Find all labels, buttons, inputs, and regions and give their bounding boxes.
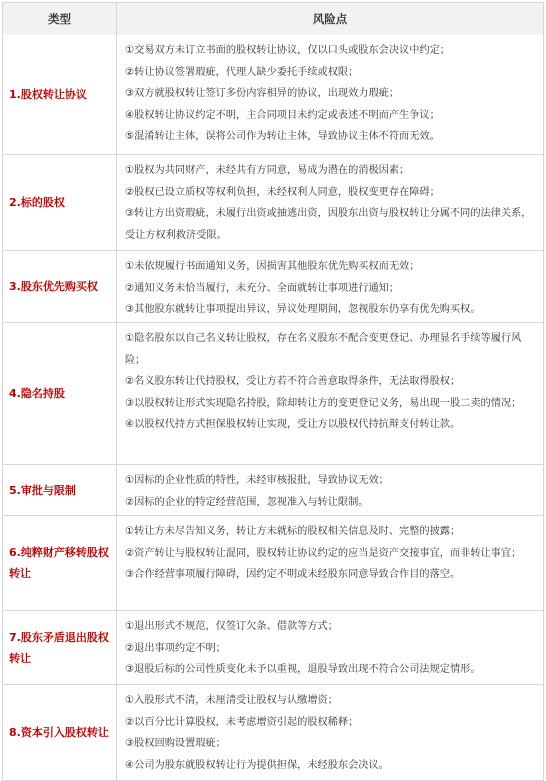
row-risk-cell	[117, 516, 543, 610]
row-risk-cell	[117, 323, 543, 464]
table-row	[3, 515, 543, 610]
risk-item: ③股权回购设置瑕疵；	[125, 738, 226, 749]
risk-item: ①转让方未尽告知义务，转让方未就标的股权相关信息及时、完整的披露；	[125, 526, 461, 537]
row-type-label: 3.股东优先购买权	[9, 280, 98, 293]
risk-item: ②以百分比计算股权，未考虑增资引起的股权稀释；	[125, 716, 359, 728]
risk-item: ③以股权转让形式实现隐名持股，除却转让方的变更登记义务，易出现一股二卖的情况；	[125, 397, 522, 409]
row-risk-cell	[117, 155, 543, 250]
row-risk-cell	[117, 35, 543, 154]
row-type-label: 1.股权转让协议	[9, 88, 87, 101]
row-type-cell	[3, 251, 117, 322]
row-type-cell	[3, 155, 117, 250]
risk-item: ①因标的企业性质的特性，未经审核报批，导致协议无效；	[125, 475, 389, 486]
row-type-label: 5.审批与限制	[9, 483, 76, 497]
risk-item: ②因标的企业的特定经营范围，忽视准入与转让限制。	[125, 496, 369, 508]
header-type: 类型	[3, 3, 117, 35]
row-risk-cell	[117, 251, 543, 322]
row-type-cell	[3, 35, 117, 154]
risk-item: ①未依规履行书面通知义务，因损害其他股东优先购买权而无效；	[125, 261, 420, 272]
risk-item: ③转让方出资瑕疵，未履行出资或抽逃出资，因股东出资与股权转让分属不同的法律关系，受让方权利救济受限。	[125, 208, 532, 241]
row-type-cell	[3, 465, 117, 515]
risk-item: ②转让协议签署瑕疵，代理人缺少委托手续或权限；	[125, 66, 359, 78]
row-type-label: 6.纯粹财产移转股权转让	[9, 546, 109, 580]
table-row	[3, 464, 543, 515]
row-type-label: 8.资本引入股权转让	[9, 726, 109, 739]
risk-item: ①退出形式不规范，仅签订欠条、借款等方式；	[125, 621, 338, 632]
row-risk-cell	[117, 685, 543, 780]
risk-item: ④以股权代持方式担保股权转让实现，受让方以股权代持抗辩支付转让款。	[125, 419, 461, 430]
risk-item: ②名义股东转让代持股权，受让方若不符合善意取得条件，无法取得股权；	[125, 376, 461, 387]
risk-item: ④公司为股东就股权转让行为提供担保，未经股东会决议。	[125, 759, 389, 771]
row-type-cell	[3, 685, 117, 780]
row-type-cell	[3, 323, 117, 464]
risk-item: ⑤混淆转让主体，误将公司作为转让主体，导致协议主体不符而无效。	[125, 131, 440, 142]
risk-item: ③其他股东就转让事项提出异议，异议处理期间，忽视股东仍享有优先购买权。	[125, 304, 481, 315]
risk-item: ②通知义务未恰当履行，未充分、全面就转让事项进行通知；	[125, 282, 400, 294]
row-type-cell	[3, 516, 117, 610]
risk-item: ①股权为共同财产，未经共有方同意，易成为潜在的消极因素；	[125, 165, 410, 176]
risk-item: ②退出事项约定不明；	[125, 642, 226, 654]
table-row	[3, 322, 543, 464]
risk-item: ④股权转让协议约定不明，主合同项目未约定或表述不明而产生争议；	[125, 109, 440, 121]
row-risk-cell	[117, 611, 543, 684]
risk-item: ②资产转让与股权转让混同，股权转让协议约定的应当是资产交接事宜，而非转让事宜；	[125, 547, 522, 559]
table-row	[3, 684, 543, 780]
table-header	[3, 3, 543, 35]
row-type-label: 7.股东矛盾退出股权转让	[9, 630, 109, 665]
risk-item: ①入股形式不清，未厘清受让股权与认缴增资；	[125, 695, 338, 706]
risk-item: ③退股后标的公司性质变化未予以重视，退股导致出现不符合公司法规定情形。	[125, 664, 481, 675]
table-row	[3, 250, 543, 322]
row-risk-cell	[117, 465, 543, 515]
risk-item: ③双方就股权转让签订多份内容相异的协议，出现效力瑕疵；	[125, 88, 400, 99]
table-row	[3, 35, 543, 154]
table-row	[3, 610, 543, 684]
risk-table	[2, 2, 544, 781]
risk-item: ③合作经营事项履行障碍，因约定不明或未经股东同意导致合作目的落空。	[125, 569, 461, 580]
risk-item: ①交易双方未订立书面的股权转让协议，仅以口头或股东会决议中约定；	[125, 45, 450, 56]
row-type-label: 2.标的股权	[9, 196, 65, 209]
risk-item: ①隐名股东以自己名义转让股权，存在名义股东不配合变更登记、办理显名手续等履行风险；	[125, 333, 522, 366]
header-risk: 风险点	[312, 12, 348, 26]
risk-item: ②股权已设立质权等权利负担，未经权利人同意，股权变更存在障碍；	[125, 186, 440, 198]
row-type-label: 4.隐名持股	[9, 387, 65, 400]
table-row	[3, 154, 543, 250]
row-type-cell	[3, 611, 117, 684]
